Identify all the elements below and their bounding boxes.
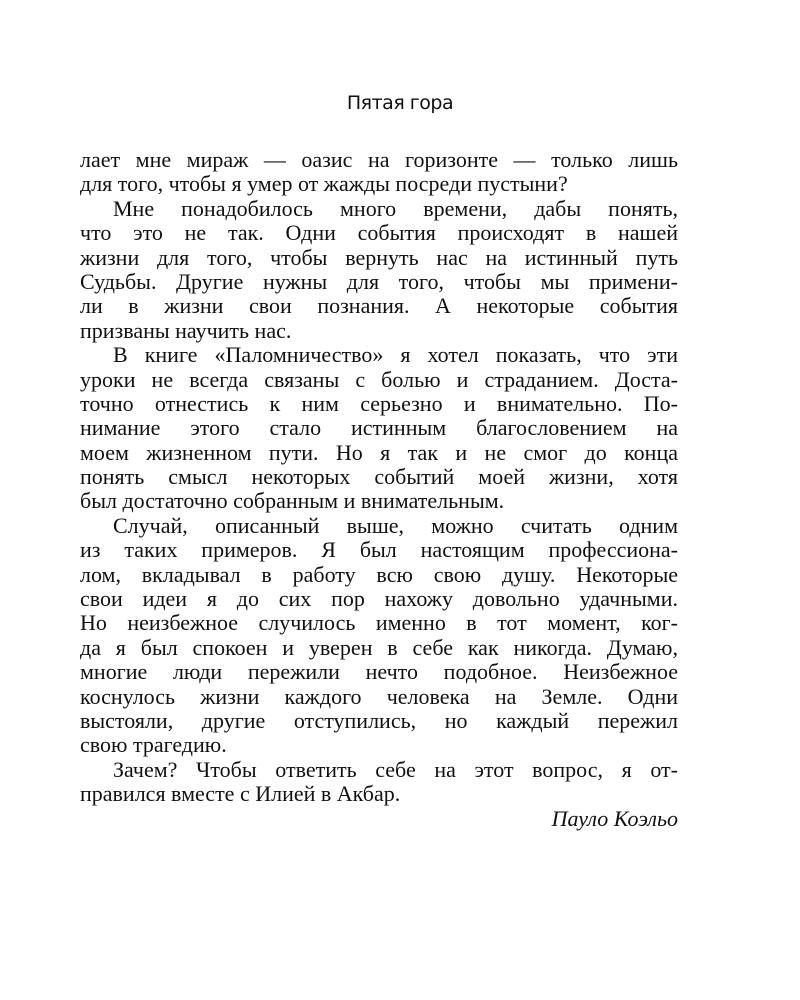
text-line: ли в жизни свои познания. А некоторые события (80, 293, 678, 319)
text-line: Зачем? Чтобы ответить себе на этот вопрос, я от- (113, 756, 678, 782)
text-line: коснулось жизни каждого человека на Земле. Одни (80, 683, 678, 709)
author-signature: Пауло Коэльо (551, 805, 678, 831)
text-line: призваны научить нас. (80, 317, 292, 343)
text-line: что это не так. Одни события происходят в нашей (80, 220, 678, 246)
running-header-title: Пятая гора (346, 92, 454, 114)
text-line: свою трагедию. (80, 732, 227, 758)
text-line: В книге «Паломничество» я хотел показать, что эти (113, 342, 678, 368)
text-line: был достаточно собранным и внимательным. (80, 488, 505, 514)
text-line: уроки не всегда связаны с болью и страданием. Доста- (80, 366, 678, 392)
text-line: жизни для того, чтобы вернуть нас на истинный путь (80, 244, 678, 270)
text-line: Случай, описанный выше, можно считать одним (113, 512, 678, 538)
text-line: Но неизбежное случилось именно в тот момент, ког- (80, 610, 678, 636)
text-line: свои идеи я до сих пор нахожу довольно удачными. (80, 586, 678, 612)
text-line: понять смысл некоторых событий моей жизни, хотя (80, 464, 678, 490)
text-line: точно отнестись к ним серьезно и внимательно. По- (80, 390, 678, 416)
text-line: выстояли, другие отступились, но каждый пережил (80, 707, 678, 733)
text-line: нимание этого стало истинным благословением на (80, 415, 678, 441)
body-text (80, 148, 678, 831)
text-line: лом, вкладывал в работу всю свою душу. Некоторые (80, 561, 678, 587)
text-line: многие люди пережили нечто подобное. Неизбежное (80, 659, 678, 685)
text-line: Мне понадобилось много времени, дабы понять, (113, 195, 678, 221)
text-line: лает мне мираж — оазис на горизонте — только лишь (80, 147, 678, 172)
text-line: да я был спокоен и уверен в себе как никогда. Думаю, (80, 634, 678, 660)
text-line: из таких примеров. Я был настоящим профессиона- (80, 537, 678, 563)
text-line: для того, чтобы я умер от жажды посреди пустыни? (80, 171, 568, 197)
text-line: моем жизненном пути. Но я так и не смог до конца (80, 439, 678, 465)
text-line: Судьбы. Другие нужны для того, чтобы мы примени- (80, 268, 678, 294)
text-line: правился вместе с Илией в Акбар. (80, 781, 401, 807)
